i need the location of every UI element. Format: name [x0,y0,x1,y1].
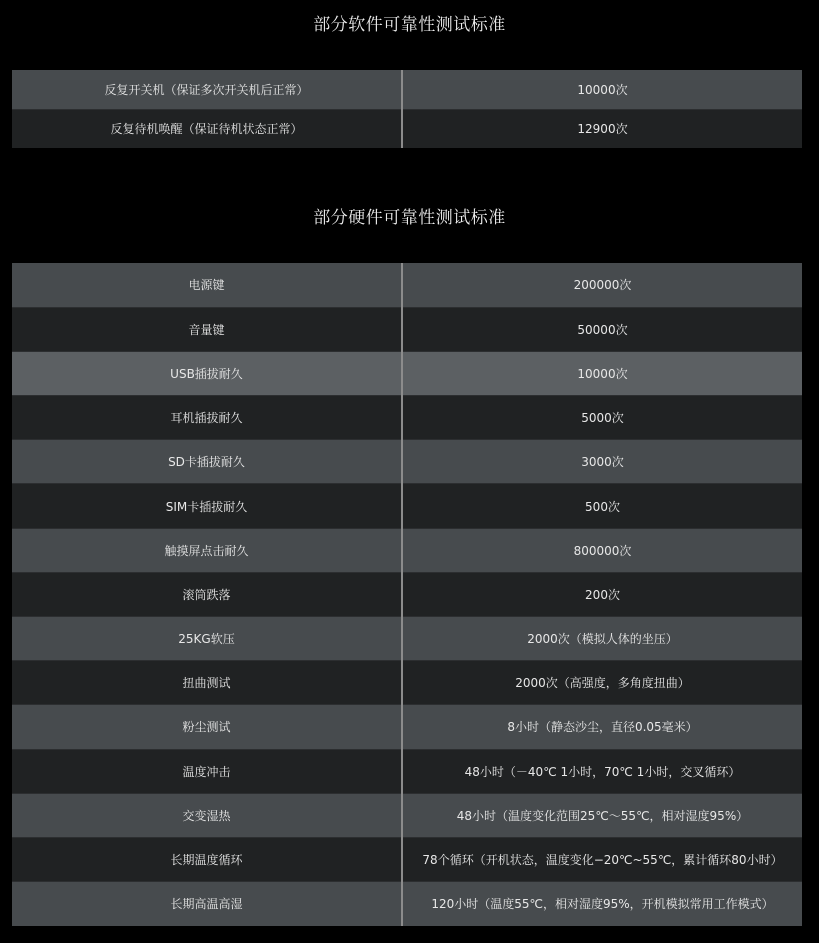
test-item-value: 5000次 [402,396,802,440]
test-item-value: 48小时（温度变化范围25℃～55℃，相对湿度95%） [402,793,802,837]
hardware-section-title: 部分硬件可靠性测试标准 [313,208,506,228]
test-item-label: 音量键 [12,307,402,351]
test-item-label: 长期高温高湿 [12,882,402,926]
table-row [12,351,802,395]
table-row [12,109,802,148]
software-section-title: 部分软件可靠性测试标准 [313,15,506,35]
test-item-value: 800000次 [402,528,802,572]
test-item-label: 温度冲击 [12,749,402,793]
table-row [12,484,802,528]
table-row [12,749,802,793]
test-item-value: 120小时（温度55℃，相对湿度95%，开机模拟常用工作模式） [402,882,802,926]
table-row [12,617,802,661]
test-item-label: 反复开关机（保证多次开关机后正常） [12,70,402,109]
test-item-label: 25KG软压 [12,617,402,661]
test-item-value: 3000次 [402,440,802,484]
software-reliability-table [12,70,802,148]
table-row [12,263,802,307]
test-item-value: 200次 [402,572,802,616]
test-item-value: 10000次 [402,70,802,109]
test-item-value: 12900次 [402,109,802,148]
table-row [12,837,802,881]
table-row [12,793,802,837]
test-item-value: 200000次 [402,263,802,307]
test-item-label: 扭曲测试 [12,661,402,705]
hardware-reliability-table [12,263,802,926]
test-item-value: 8小时（静态沙尘，直径0.05毫米） [402,705,802,749]
test-item-label: 滚筒跌落 [12,572,402,616]
table-row [12,396,802,440]
table-row [12,661,802,705]
table-row [12,70,802,109]
test-item-value: 10000次 [402,351,802,395]
test-item-label: 交变湿热 [12,793,402,837]
table-row [12,307,802,351]
test-item-label: 反复待机唤醒（保证待机状态正常） [12,109,402,148]
test-item-label: 粉尘测试 [12,705,402,749]
test-item-label: 长期温度循环 [12,837,402,881]
test-item-value: 500次 [402,484,802,528]
test-item-label: 触摸屏点击耐久 [12,528,402,572]
table-row [12,705,802,749]
test-item-label: SD卡插拔耐久 [12,440,402,484]
test-item-value: 2000次（模拟人体的坐压） [402,617,802,661]
test-item-value: 50000次 [402,307,802,351]
test-item-label: 电源键 [12,263,402,307]
table-row [12,440,802,484]
test-item-label: 耳机插拔耐久 [12,396,402,440]
table-row [12,882,802,926]
table-row [12,528,802,572]
table-row [12,572,802,616]
test-item-value: 78个循环（开机状态，温度变化−20℃~55℃，累计循环80小时） [402,837,802,881]
test-item-value: 48小时（－40℃ 1小时，70℃ 1小时，交叉循环） [402,749,802,793]
test-item-value: 2000次（高强度，多角度扭曲） [402,661,802,705]
test-item-label: SIM卡插拔耐久 [12,484,402,528]
test-item-label: USB插拔耐久 [12,351,402,395]
